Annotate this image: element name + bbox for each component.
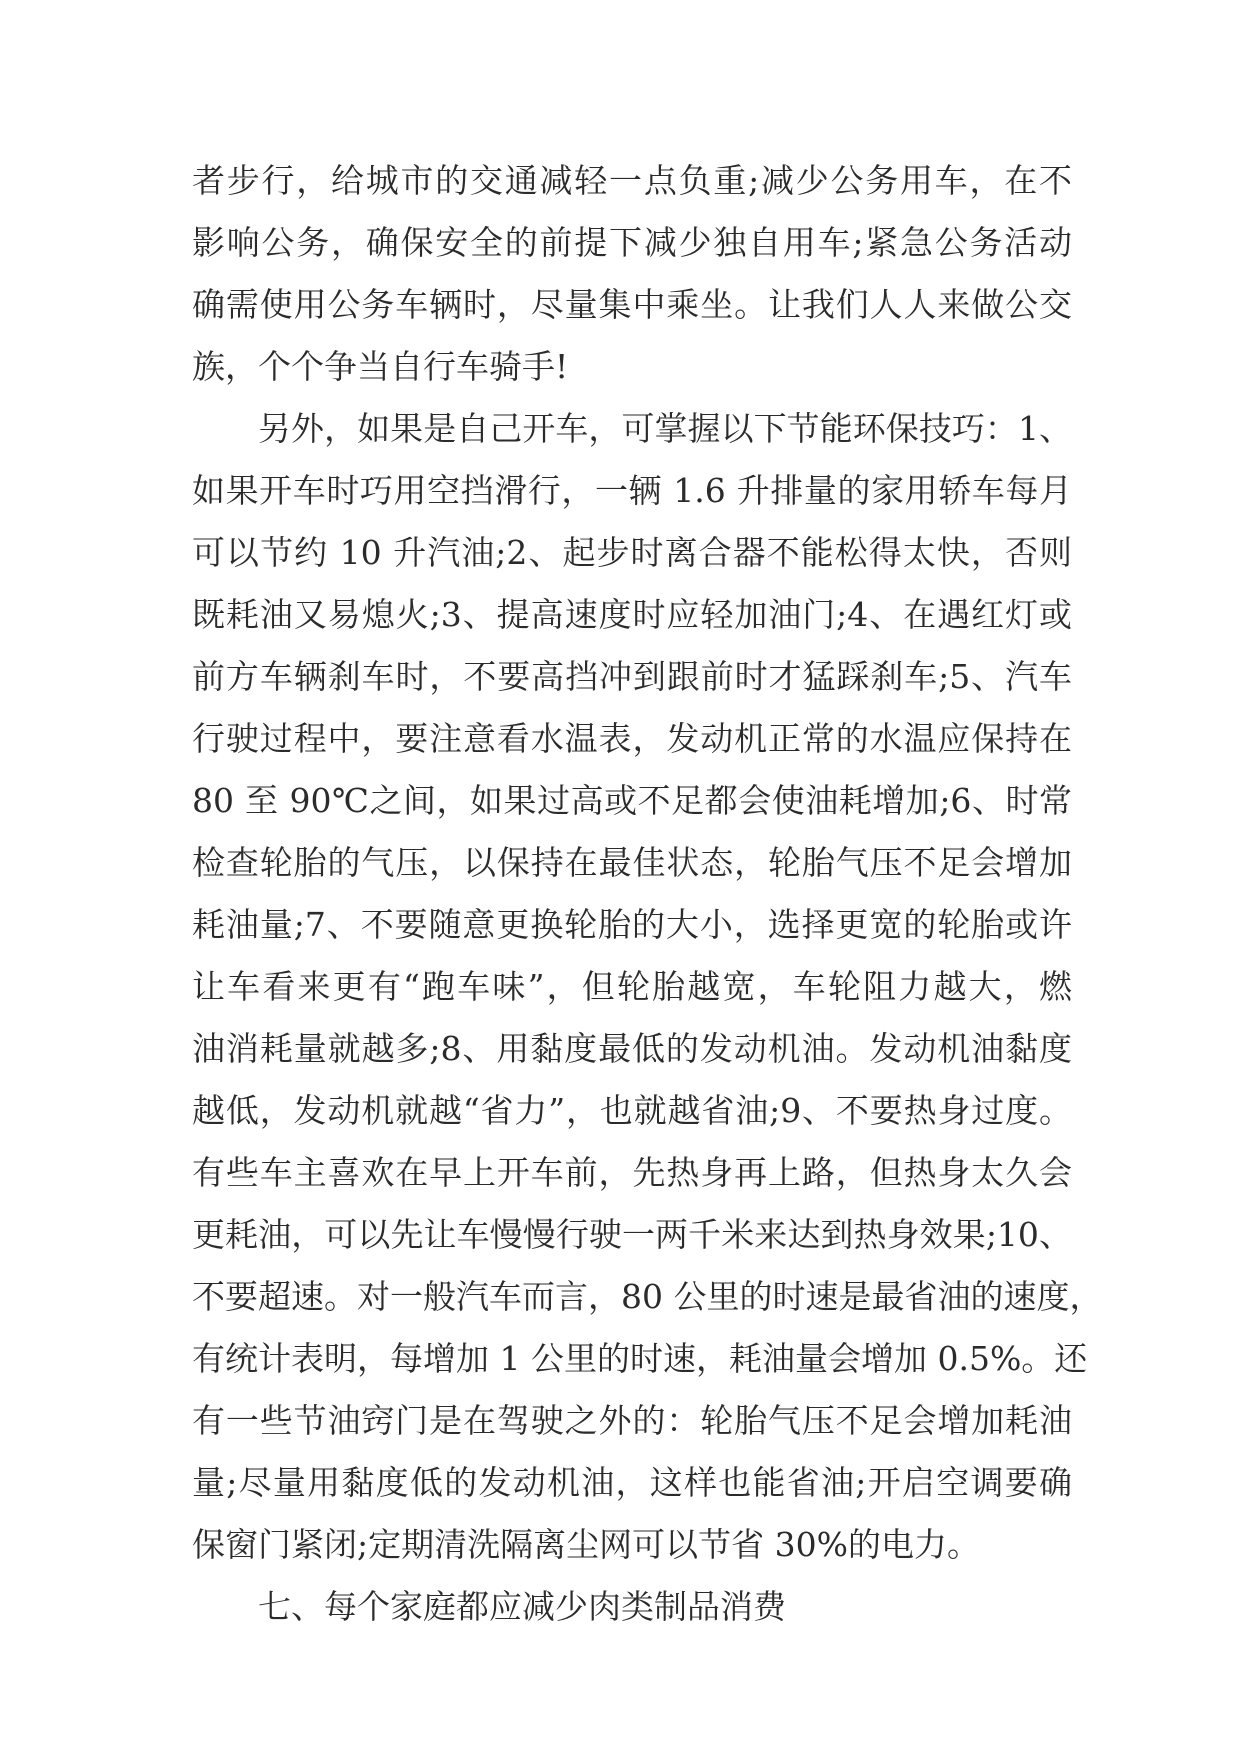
text-line: 保窗门紧闭;定期清洗隔离尘网可以节省 30%的电力。 bbox=[192, 1525, 980, 1564]
text-line: 让车看来更有“跑车味”，但轮胎越宽，车轮阻力越大，燃 bbox=[192, 967, 1072, 1006]
text-line: 者步行，给城市的交通减轻一点负重;减少公务用车，在不 bbox=[192, 161, 1072, 200]
text-line: 如果开车时巧用空挡滑行，一辆 1.6 升排量的家用轿车每月 bbox=[192, 471, 1072, 510]
text-line: 可以节约 10 升汽油;2、起步时离合器不能松得太快，否则 bbox=[192, 533, 1072, 572]
section-heading: 七、每个家庭都应减少肉类制品消费 bbox=[258, 1587, 786, 1626]
text-line: 影响公务，确保安全的前提下减少独自用车;紧急公务活动 bbox=[192, 223, 1072, 262]
text-line: 前方车辆刹车时，不要高挡冲到跟前时才猛踩刹车;5、汽车 bbox=[192, 657, 1072, 696]
text-line: 确需使用公务车辆时，尽量集中乘坐。让我们人人来做公交 bbox=[192, 285, 1072, 324]
text-line: 另外，如果是自己开车，可掌握以下节能环保技巧：1、 bbox=[258, 409, 1072, 448]
text-line: 行驶过程中，要注意看水温表，发动机正常的水温应保持在 bbox=[192, 719, 1072, 758]
text-line: 不要超速。对一般汽车而言，80 公里的时速是最省油的速度， bbox=[192, 1277, 1103, 1316]
document-body bbox=[192, 150, 1103, 1638]
text-line: 族，个个争当自行车骑手! bbox=[192, 347, 569, 386]
text-line: 越低，发动机就越“省力”，也就越省油;9、不要热身过度。 bbox=[192, 1091, 1072, 1130]
text-line: 80 至 90℃之间，如果过高或不足都会使油耗增加;6、时常 bbox=[192, 781, 1072, 820]
text-line: 油消耗量就越多;8、用黏度最低的发动机油。发动机油黏度 bbox=[192, 1029, 1072, 1068]
text-line: 量;尽量用黏度低的发动机油，这样也能省油;开启空调要确 bbox=[192, 1463, 1072, 1502]
text-line: 有统计表明，每增加 1 公里的时速，耗油量会增加 0.5%。还 bbox=[192, 1339, 1088, 1378]
text-line: 既耗油又易熄火;3、提高速度时应轻加油门;4、在遇红灯或 bbox=[192, 595, 1072, 634]
text-line: 耗油量;7、不要随意更换轮胎的大小，选择更宽的轮胎或许 bbox=[192, 905, 1072, 944]
text-line: 检查轮胎的气压，以保持在最佳状态，轮胎气压不足会增加 bbox=[192, 843, 1072, 882]
text-line: 有一些节油窍门是在驾驶之外的：轮胎气压不足会增加耗油 bbox=[192, 1401, 1072, 1440]
paragraph-public-transport bbox=[192, 150, 1072, 398]
paragraph-driving-tips bbox=[192, 398, 1103, 1576]
text-line: 有些车主喜欢在早上开车前，先热身再上路，但热身太久会 bbox=[192, 1153, 1072, 1192]
text-line: 更耗油，可以先让车慢慢行驶一两千米来达到热身效果;10、 bbox=[192, 1215, 1072, 1254]
